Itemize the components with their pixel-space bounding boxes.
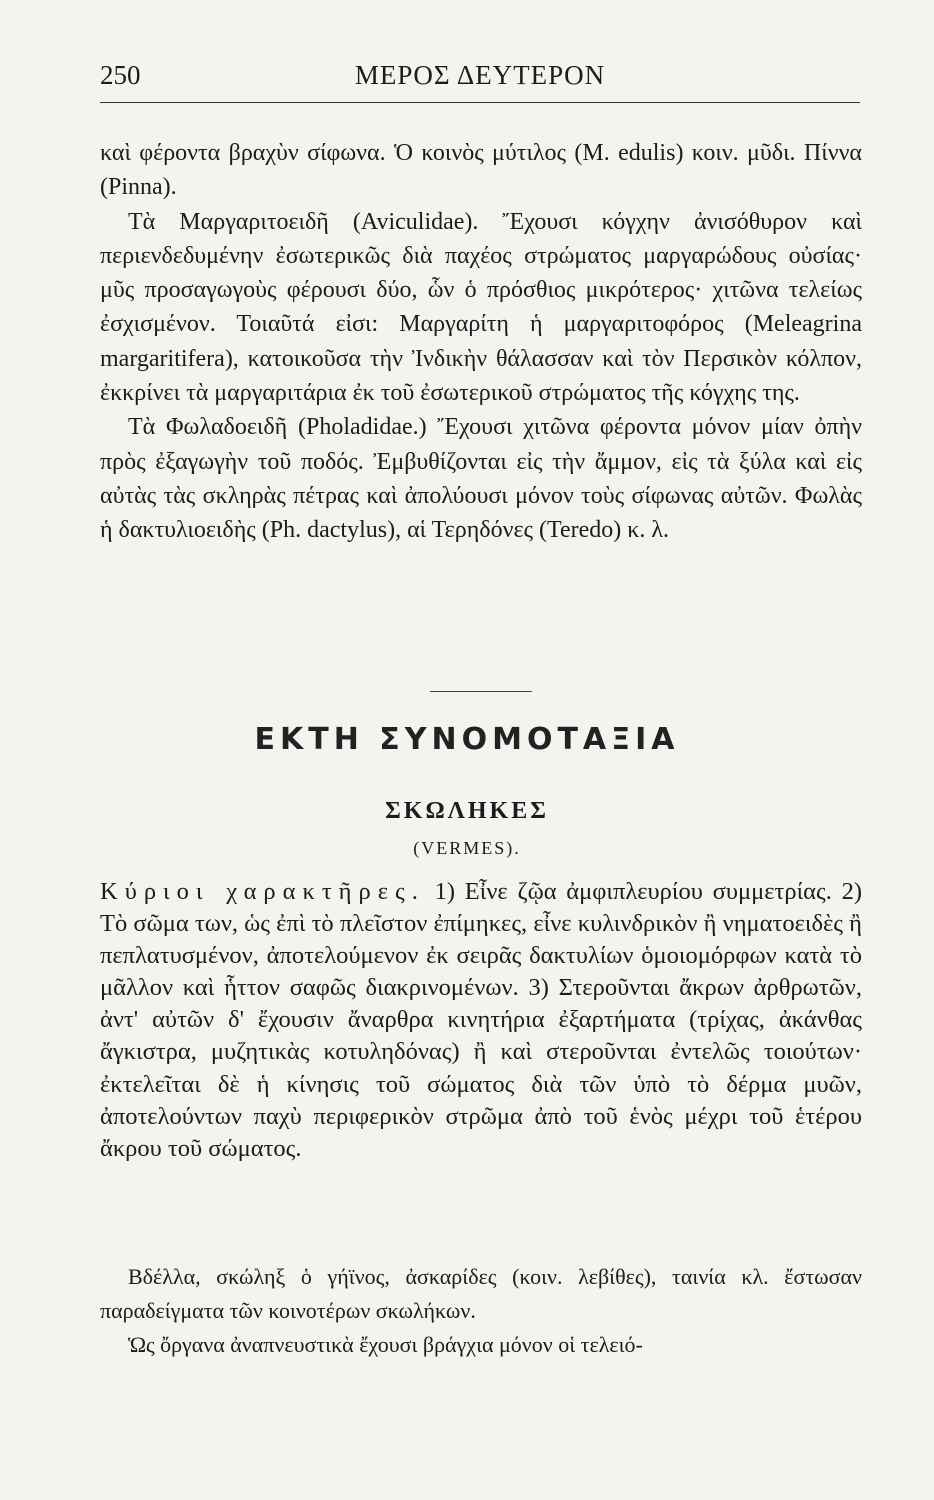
paragraph-aviculidae: Τὰ Μαργαριτοειδῆ (Aviculidae). Ἔχουσι κόγχην ἀνισόθυρον καὶ περιενδεδυμένην ἐσωτερικῶς διὰ παχέος στρώματος μαργαρώδους οὐσίας· μῦς προσαγωγοὺς φέρουσι δύο, ὧν ὁ πρόσθιος μικρότερος· χιτῶνα τελείως ἐσχισμένον. Τοιαῦτά εἰσι: Μαργαρίτη ἡ μαργαριτοφόρος (Meleagrina margaritifera), κατοικοῦσα τὴν Ἰνδικὴν θάλασσαν καὶ τὸν Περσικὸν κόλπον, ἐκκρίνει τὰ μαργαριτάρια ἐκ τοῦ ἐσωτερικοῦ στρώματος τῆς κόγχης της. [100,208,862,407]
characteristics-paragraph [100,876,862,1165]
bottom-text-block [100,1260,862,1362]
header-rule [100,102,860,103]
section-separator [430,691,532,692]
section-title: ΕΚΤΗ ΣΥΝΟΜΟΤΑΞΙΑ [254,722,680,757]
section-latin-name: (VERMES). [413,838,521,858]
page-header [100,60,860,100]
characteristics-text: 1) Εἶνε ζῷα ἀμφιπλευρίου συμμετρίας. 2) Τὸ σῶμα των, ὡς ἐπὶ τὸ πλεῖστον ἐπίμηκες, εἶνε κυλινδρικὸν ἢ νηματοειδὲς ἢ πεπλατυσμένον, ἀποτελούμενον ἐκ σειρᾶς δακτυλίων ὁμοιομόρφων κατὰ τὸ μᾶλλον καὶ ἧττον σαφῶς διακρινομένων. 3) Στεροῦνται ἄκρων ἀρθρωτῶν, ἀντ' αὐτῶν δ' ἔχουσιν ἄναρθρα κινητήρια ἐξαρτήματα (τρίχας, ἀκάνθας ἄγκιστρα, μυζητικὰς κοτυληδόνας) ἢ καὶ στεροῦνται ἐντελῶς τοιούτων· ἐκτελεῖται δὲ ἡ κίνησις τοῦ σώματος διὰ τῶν ὑπὸ τὸ δέρμα μυῶν, ἀποτελούντων παχὺ περιφερικὸν στρῶμα ἀπὸ τοῦ ἑνὸς μέχρι τοῦ ἑτέρου ἄκρου τοῦ σώματος. [100,878,863,1162]
section-subtitle: ΣΚΩΛΗΚΕΣ [385,798,549,824]
paragraph-mytilus: καὶ φέροντα βραχὺν σίφωνα. Ὁ κοινὸς μύτιλος (M. edulis) κοιν. μῦδι. Πίννα (Pinna). [100,140,862,201]
page-number: 250 [100,60,141,90]
running-title: ΜΕΡΟΣ ΔΕΥΤΕΡΟΝ [354,60,606,90]
paragraph-pholadidae: Τὰ Φωλαδοειδῆ (Pholadidae.) Ἔχουσι χιτῶνα φέροντα μόνον μίαν ὀπὴν πρὸς ἐξαγωγὴν τοῦ ποδός. Ἐμβυθίζονται εἰς τὴν ἄμμον, εἰς τὰ ξύλα καὶ εἰς αὐτὰς τὰς σκληρὰς πέτρας καὶ ἀπολύουσι μόνον τοὺς σίφωνας αὐτῶν. Φωλὰς ἡ δακτυλιοειδὴς (Ph. dactylus), αἱ Τερηδόνες (Teredo) κ. λ. [100,414,862,544]
characteristics-label: Κύριοι χαρακτῆρες. [100,878,425,905]
paragraph-respiratory: Ὡς ὄργανα ἀναπνευστικὰ ἔχουσι βράγχια μόνον οἱ τελειό- [128,1332,643,1357]
top-text-block [100,136,862,548]
paragraph-examples: Βδέλλα, σκώληξ ὁ γήϊνος, ἀσκαρίδες (κοιν. λεβίθες), ταινία κλ. ἔστωσαν παραδείγματα τῶν κοινοτέρων σκωλήκων. [100,1264,862,1323]
